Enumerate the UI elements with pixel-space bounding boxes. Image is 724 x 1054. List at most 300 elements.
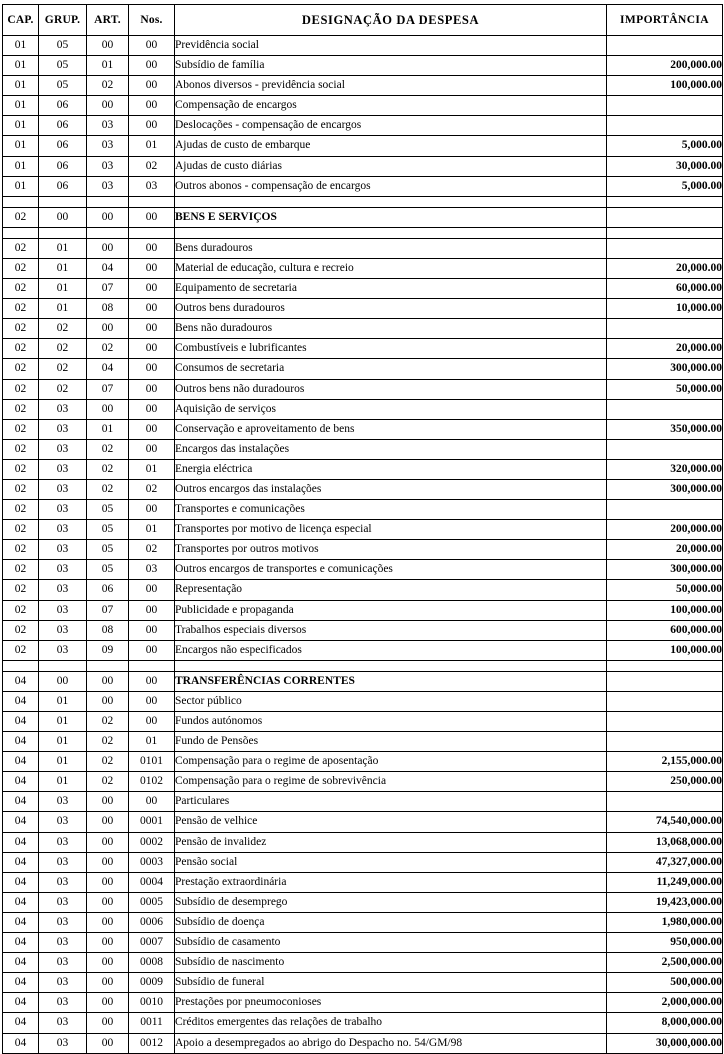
- cell-importancia: [607, 792, 723, 812]
- cell-importancia: 600,000.00: [607, 620, 723, 640]
- cell-importancia: 2,500,000.00: [607, 953, 723, 973]
- cell-designacao: Fundos autónomos: [175, 712, 607, 732]
- table-row: [3, 419, 723, 439]
- table-row: [3, 439, 723, 459]
- cell-designacao: Previdência social: [175, 36, 607, 56]
- cell-art: 01: [87, 419, 129, 439]
- table-body: [3, 36, 723, 1054]
- cell-designacao: Transportes por outros motivos: [175, 540, 607, 560]
- cell-grup: 03: [39, 993, 87, 1013]
- cell-grup: 01: [39, 258, 87, 278]
- table-row: [3, 712, 723, 732]
- cell-nos: 00: [129, 671, 175, 691]
- cell-grup: 06: [39, 136, 87, 156]
- cell-art: 00: [87, 912, 129, 932]
- cell-designacao: Subsídio de doença: [175, 912, 607, 932]
- table-row: [3, 379, 723, 399]
- cell-cap: 04: [3, 933, 39, 953]
- table-row: [3, 580, 723, 600]
- table-row: [3, 520, 723, 540]
- cell-cap: 04: [3, 892, 39, 912]
- cell-grup: 03: [39, 933, 87, 953]
- cell-designacao: Encargos das instalações: [175, 439, 607, 459]
- table-row: [3, 671, 723, 691]
- cell-nos: 0005: [129, 892, 175, 912]
- cell-cap: 02: [3, 207, 39, 227]
- spacer-cell: [175, 196, 607, 207]
- cell-designacao: Outros bens duradouros: [175, 299, 607, 319]
- cell-cap: 04: [3, 1033, 39, 1053]
- cell-designacao: Publicidade e propaganda: [175, 600, 607, 620]
- cell-cap: 04: [3, 832, 39, 852]
- cell-nos: 01: [129, 459, 175, 479]
- cell-importancia: 2,155,000.00: [607, 752, 723, 772]
- cell-cap: 02: [3, 379, 39, 399]
- cell-importancia: [607, 96, 723, 116]
- cell-importancia: 10,000.00: [607, 299, 723, 319]
- cell-designacao: Subsídio de funeral: [175, 973, 607, 993]
- cell-cap: 02: [3, 479, 39, 499]
- cell-art: 00: [87, 399, 129, 419]
- header-art: ART.: [87, 5, 129, 36]
- cell-art: 00: [87, 96, 129, 116]
- cell-cap: 04: [3, 772, 39, 792]
- cell-cap: 01: [3, 176, 39, 196]
- cell-nos: 00: [129, 640, 175, 660]
- cell-cap: 01: [3, 136, 39, 156]
- table-header: [3, 5, 723, 36]
- cell-grup: 03: [39, 912, 87, 932]
- cell-art: 02: [87, 459, 129, 479]
- cell-cap: 02: [3, 640, 39, 660]
- cell-art: 08: [87, 620, 129, 640]
- cell-grup: 01: [39, 238, 87, 258]
- cell-importancia: [607, 207, 723, 227]
- cell-nos: 03: [129, 176, 175, 196]
- cell-grup: 05: [39, 36, 87, 56]
- cell-grup: 03: [39, 500, 87, 520]
- cell-art: 00: [87, 238, 129, 258]
- cell-art: 00: [87, 872, 129, 892]
- table-spacer-row: [3, 660, 723, 671]
- cell-designacao: Consumos de secretaria: [175, 359, 607, 379]
- cell-designacao: Subsídio de desemprego: [175, 892, 607, 912]
- cell-designacao: Ajudas de custo de embarque: [175, 136, 607, 156]
- cell-grup: 03: [39, 479, 87, 499]
- table-row: [3, 540, 723, 560]
- cell-importancia: 100,000.00: [607, 76, 723, 96]
- table-row: [3, 339, 723, 359]
- cell-grup: 03: [39, 1013, 87, 1033]
- cell-cap: 04: [3, 993, 39, 1013]
- cell-designacao: Subsídio de casamento: [175, 933, 607, 953]
- cell-importancia: 200,000.00: [607, 56, 723, 76]
- table-row: [3, 319, 723, 339]
- cell-art: 02: [87, 752, 129, 772]
- cell-importancia: 300,000.00: [607, 479, 723, 499]
- cell-importancia: [607, 399, 723, 419]
- cell-art: 02: [87, 439, 129, 459]
- spacer-cell: [129, 660, 175, 671]
- cell-designacao: BENS E SERVIÇOS: [175, 207, 607, 227]
- header-cap: CAP.: [3, 5, 39, 36]
- table-row: [3, 207, 723, 227]
- cell-importancia: 950,000.00: [607, 933, 723, 953]
- cell-grup: 06: [39, 96, 87, 116]
- cell-designacao: Outros abonos - compensação de encargos: [175, 176, 607, 196]
- table-row: [3, 459, 723, 479]
- cell-nos: 0012: [129, 1033, 175, 1053]
- cell-grup: 02: [39, 379, 87, 399]
- cell-cap: 04: [3, 1013, 39, 1033]
- cell-art: 02: [87, 339, 129, 359]
- cell-designacao: Abonos diversos - previdência social: [175, 76, 607, 96]
- spacer-cell: [39, 227, 87, 238]
- table-row: [3, 620, 723, 640]
- cell-cap: 04: [3, 852, 39, 872]
- spacer-cell: [607, 196, 723, 207]
- cell-designacao: Pensão de velhice: [175, 812, 607, 832]
- cell-art: 06: [87, 580, 129, 600]
- cell-grup: 01: [39, 772, 87, 792]
- cell-nos: 00: [129, 258, 175, 278]
- cell-nos: 0003: [129, 852, 175, 872]
- cell-cap: 02: [3, 299, 39, 319]
- table-row: [3, 238, 723, 258]
- table-row: [3, 812, 723, 832]
- cell-nos: 00: [129, 359, 175, 379]
- cell-importancia: 30,000,000.00: [607, 1033, 723, 1053]
- cell-nos: 00: [129, 339, 175, 359]
- cell-designacao: Trabalhos especiais diversos: [175, 620, 607, 640]
- table-row: [3, 299, 723, 319]
- cell-importancia: [607, 691, 723, 711]
- cell-nos: 00: [129, 279, 175, 299]
- cell-grup: 03: [39, 620, 87, 640]
- cell-designacao: TRANSFERÊNCIAS CORRENTES: [175, 671, 607, 691]
- cell-importancia: 50,000.00: [607, 379, 723, 399]
- cell-designacao: Fundo de Pensões: [175, 732, 607, 752]
- cell-grup: 03: [39, 792, 87, 812]
- cell-nos: 00: [129, 76, 175, 96]
- table-row: [3, 772, 723, 792]
- cell-importancia: 300,000.00: [607, 560, 723, 580]
- cell-importancia: 74,540,000.00: [607, 812, 723, 832]
- cell-grup: 03: [39, 812, 87, 832]
- cell-designacao: Pensão social: [175, 852, 607, 872]
- cell-nos: 02: [129, 156, 175, 176]
- cell-importancia: 250,000.00: [607, 772, 723, 792]
- cell-designacao: Outros encargos de transportes e comunicações: [175, 560, 607, 580]
- cell-designacao: Compensação para o regime de sobrevivência: [175, 772, 607, 792]
- cell-art: 02: [87, 479, 129, 499]
- cell-cap: 04: [3, 732, 39, 752]
- table-row: [3, 752, 723, 772]
- cell-importancia: 2,000,000.00: [607, 993, 723, 1013]
- cell-designacao: Compensação de encargos: [175, 96, 607, 116]
- cell-art: 00: [87, 319, 129, 339]
- cell-importancia: [607, 319, 723, 339]
- cell-grup: 03: [39, 540, 87, 560]
- cell-designacao: Subsídio de família: [175, 56, 607, 76]
- cell-nos: 00: [129, 238, 175, 258]
- cell-grup: 03: [39, 1033, 87, 1053]
- cell-art: 02: [87, 732, 129, 752]
- cell-nos: 00: [129, 96, 175, 116]
- cell-designacao: Aquisição de serviços: [175, 399, 607, 419]
- table-row: [3, 479, 723, 499]
- cell-art: 02: [87, 772, 129, 792]
- cell-art: 05: [87, 540, 129, 560]
- cell-art: 03: [87, 176, 129, 196]
- cell-nos: 00: [129, 620, 175, 640]
- spacer-cell: [39, 196, 87, 207]
- cell-art: 00: [87, 933, 129, 953]
- spacer-cell: [129, 227, 175, 238]
- cell-cap: 01: [3, 56, 39, 76]
- cell-nos: 00: [129, 319, 175, 339]
- cell-designacao: Transportes e comunicações: [175, 500, 607, 520]
- cell-nos: 0004: [129, 872, 175, 892]
- cell-cap: 02: [3, 339, 39, 359]
- cell-cap: 02: [3, 238, 39, 258]
- cell-nos: 02: [129, 479, 175, 499]
- table-row: [3, 279, 723, 299]
- cell-importancia: [607, 116, 723, 136]
- cell-nos: 0002: [129, 832, 175, 852]
- budget-table: [2, 4, 723, 1054]
- cell-art: 05: [87, 520, 129, 540]
- table-row: [3, 953, 723, 973]
- cell-grup: 01: [39, 279, 87, 299]
- cell-art: 03: [87, 136, 129, 156]
- table-row: [3, 892, 723, 912]
- cell-cap: 02: [3, 580, 39, 600]
- table-row: [3, 600, 723, 620]
- table-row: [3, 933, 723, 953]
- cell-cap: 04: [3, 912, 39, 932]
- cell-cap: 04: [3, 671, 39, 691]
- cell-art: 00: [87, 812, 129, 832]
- cell-designacao: Compensação para o regime de aposentação: [175, 752, 607, 772]
- cell-designacao: Sector público: [175, 691, 607, 711]
- cell-nos: 00: [129, 792, 175, 812]
- cell-grup: 01: [39, 691, 87, 711]
- cell-art: 07: [87, 379, 129, 399]
- cell-art: 02: [87, 712, 129, 732]
- table-row: [3, 56, 723, 76]
- cell-art: 01: [87, 56, 129, 76]
- cell-art: 00: [87, 1013, 129, 1033]
- cell-nos: 0010: [129, 993, 175, 1013]
- cell-art: 00: [87, 852, 129, 872]
- cell-designacao: Conservação e aproveitamento de bens: [175, 419, 607, 439]
- cell-importancia: [607, 36, 723, 56]
- cell-art: 00: [87, 36, 129, 56]
- table-row: [3, 993, 723, 1013]
- cell-grup: 03: [39, 640, 87, 660]
- cell-nos: 01: [129, 732, 175, 752]
- cell-cap: 02: [3, 439, 39, 459]
- cell-designacao: Deslocações - compensação de encargos: [175, 116, 607, 136]
- cell-nos: 02: [129, 540, 175, 560]
- cell-nos: 03: [129, 560, 175, 580]
- cell-nos: 00: [129, 379, 175, 399]
- cell-designacao: Outros encargos das instalações: [175, 479, 607, 499]
- cell-nos: 00: [129, 36, 175, 56]
- cell-designacao: Equipamento de secretaria: [175, 279, 607, 299]
- table-row: [3, 136, 723, 156]
- cell-nos: 01: [129, 520, 175, 540]
- header-grup: GRUP.: [39, 5, 87, 36]
- cell-cap: 04: [3, 872, 39, 892]
- cell-importancia: 60,000.00: [607, 279, 723, 299]
- cell-importancia: [607, 712, 723, 732]
- cell-cap: 01: [3, 116, 39, 136]
- cell-designacao: Bens duradouros: [175, 238, 607, 258]
- cell-designacao: Material de educação, cultura e recreio: [175, 258, 607, 278]
- cell-grup: 01: [39, 712, 87, 732]
- cell-grup: 06: [39, 156, 87, 176]
- cell-art: 07: [87, 600, 129, 620]
- cell-nos: 00: [129, 299, 175, 319]
- cell-designacao: Prestações por pneumoconioses: [175, 993, 607, 1013]
- cell-grup: 03: [39, 953, 87, 973]
- cell-designacao: Outros bens não duradouros: [175, 379, 607, 399]
- cell-importancia: [607, 500, 723, 520]
- cell-grup: 03: [39, 872, 87, 892]
- cell-importancia: 300,000.00: [607, 359, 723, 379]
- cell-cap: 02: [3, 359, 39, 379]
- cell-importancia: 5,000.00: [607, 136, 723, 156]
- table-row: [3, 116, 723, 136]
- header-nos: Nos.: [129, 5, 175, 36]
- cell-designacao: Energia eléctrica: [175, 459, 607, 479]
- header-importancia: IMPORTÂNCIA: [607, 5, 723, 36]
- cell-art: 00: [87, 973, 129, 993]
- cell-cap: 02: [3, 459, 39, 479]
- cell-art: 05: [87, 500, 129, 520]
- cell-cap: 04: [3, 712, 39, 732]
- cell-nos: 0008: [129, 953, 175, 973]
- cell-grup: 05: [39, 76, 87, 96]
- cell-importancia: 11,249,000.00: [607, 872, 723, 892]
- cell-art: 00: [87, 892, 129, 912]
- spacer-cell: [129, 196, 175, 207]
- cell-importancia: 5,000.00: [607, 176, 723, 196]
- cell-importancia: 500,000.00: [607, 973, 723, 993]
- cell-cap: 01: [3, 156, 39, 176]
- cell-nos: 0101: [129, 752, 175, 772]
- cell-importancia: 50,000.00: [607, 580, 723, 600]
- cell-grup: 03: [39, 439, 87, 459]
- cell-grup: 03: [39, 973, 87, 993]
- cell-importancia: 47,327,000.00: [607, 852, 723, 872]
- table-spacer-row: [3, 227, 723, 238]
- cell-cap: 02: [3, 258, 39, 278]
- cell-cap: 02: [3, 319, 39, 339]
- table-row: [3, 560, 723, 580]
- spacer-cell: [175, 660, 607, 671]
- table-row: [3, 792, 723, 812]
- table-row: [3, 36, 723, 56]
- cell-importancia: 100,000.00: [607, 600, 723, 620]
- table-row: [3, 156, 723, 176]
- spacer-cell: [87, 227, 129, 238]
- spacer-cell: [3, 196, 39, 207]
- cell-art: 00: [87, 207, 129, 227]
- cell-cap: 01: [3, 76, 39, 96]
- cell-importancia: 20,000.00: [607, 540, 723, 560]
- cell-importancia: 350,000.00: [607, 419, 723, 439]
- cell-grup: 01: [39, 299, 87, 319]
- cell-nos: 00: [129, 439, 175, 459]
- cell-designacao: Transportes por motivo de licença especial: [175, 520, 607, 540]
- cell-nos: 0001: [129, 812, 175, 832]
- cell-importancia: 13,068,000.00: [607, 832, 723, 852]
- cell-cap: 02: [3, 560, 39, 580]
- table-row: [3, 973, 723, 993]
- cell-nos: 01: [129, 136, 175, 156]
- table-row: [3, 500, 723, 520]
- cell-nos: 00: [129, 207, 175, 227]
- cell-nos: 0102: [129, 772, 175, 792]
- cell-cap: 04: [3, 691, 39, 711]
- cell-art: 05: [87, 560, 129, 580]
- cell-nos: 00: [129, 600, 175, 620]
- cell-art: 07: [87, 279, 129, 299]
- cell-art: 08: [87, 299, 129, 319]
- table-row: [3, 258, 723, 278]
- cell-importancia: 200,000.00: [607, 520, 723, 540]
- table-row: [3, 732, 723, 752]
- cell-designacao: Ajudas de custo diárias: [175, 156, 607, 176]
- cell-art: 09: [87, 640, 129, 660]
- cell-art: 04: [87, 258, 129, 278]
- cell-art: 03: [87, 116, 129, 136]
- cell-importancia: 19,423,000.00: [607, 892, 723, 912]
- table-row: [3, 832, 723, 852]
- cell-nos: 00: [129, 691, 175, 711]
- cell-cap: 02: [3, 520, 39, 540]
- cell-importancia: 20,000.00: [607, 258, 723, 278]
- cell-cap: 04: [3, 752, 39, 772]
- table-row: [3, 76, 723, 96]
- cell-designacao: Créditos emergentes das relações de trabalho: [175, 1013, 607, 1033]
- cell-importancia: 320,000.00: [607, 459, 723, 479]
- cell-importancia: [607, 671, 723, 691]
- cell-grup: 00: [39, 671, 87, 691]
- cell-grup: 03: [39, 892, 87, 912]
- cell-art: 00: [87, 792, 129, 812]
- spacer-cell: [87, 660, 129, 671]
- cell-cap: 04: [3, 792, 39, 812]
- cell-art: 00: [87, 832, 129, 852]
- cell-cap: 02: [3, 620, 39, 640]
- cell-grup: 03: [39, 459, 87, 479]
- cell-grup: 02: [39, 339, 87, 359]
- cell-designacao: Bens não duradouros: [175, 319, 607, 339]
- table-row: [3, 640, 723, 660]
- cell-nos: 00: [129, 116, 175, 136]
- cell-nos: 00: [129, 500, 175, 520]
- cell-art: 00: [87, 993, 129, 1013]
- cell-art: 00: [87, 1033, 129, 1053]
- spacer-cell: [175, 227, 607, 238]
- cell-designacao: Prestação extraordinária: [175, 872, 607, 892]
- cell-cap: 02: [3, 500, 39, 520]
- table-row: [3, 852, 723, 872]
